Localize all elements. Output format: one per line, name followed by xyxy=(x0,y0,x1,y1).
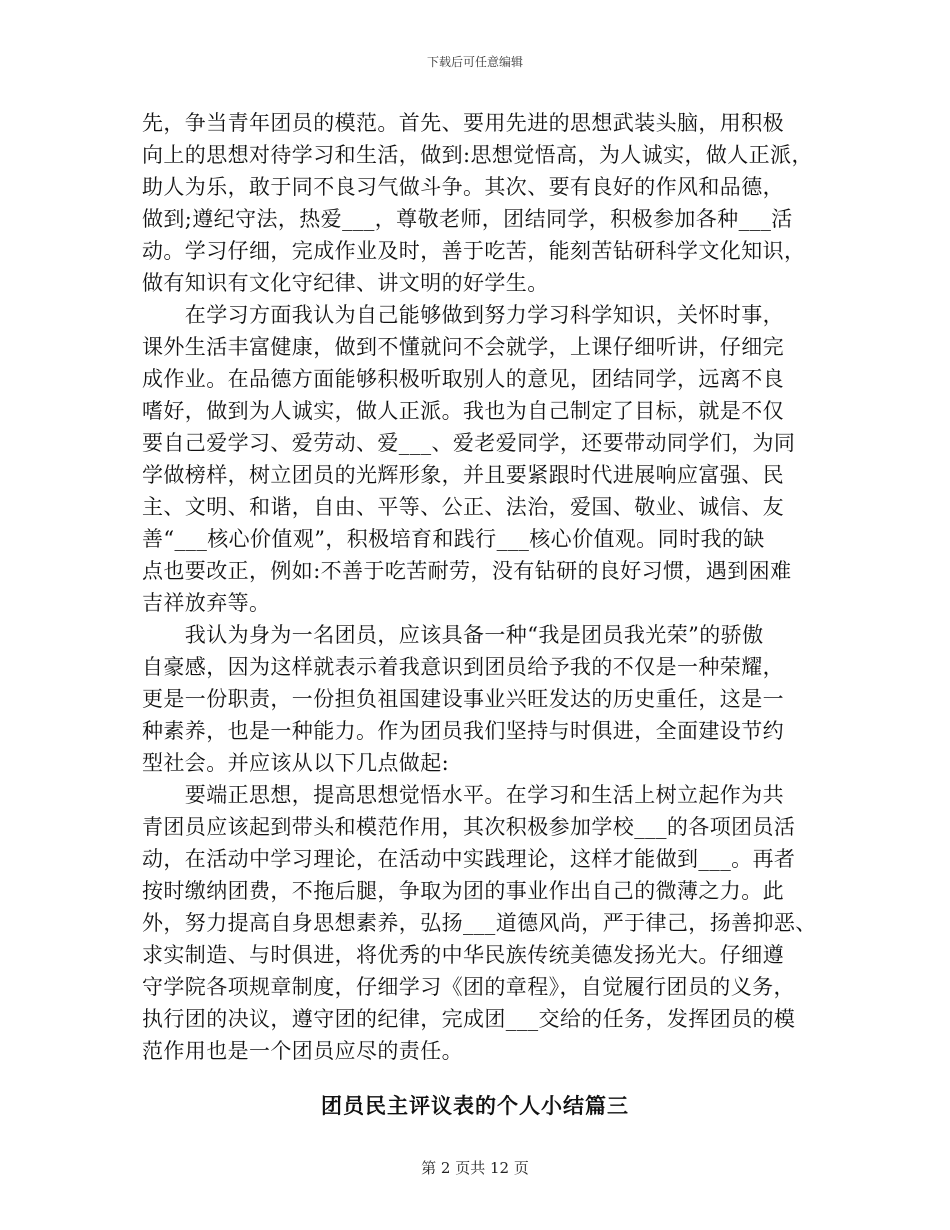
text-line: 求实制造、与时俱进，将优秀的中华民族传统美德发扬光大。仔细遵 xyxy=(142,943,784,967)
text-line: 动。学习仔细，完成作业及时，善于吃苦，能刻苦钻研科学文化知识， xyxy=(142,239,806,263)
text-line: 课外生活丰富健康，做到不懂就问不会就学，上课仔细听讲，仔细完 xyxy=(142,335,784,359)
text-line: 嗜好，做到为人诚实，做人正派。我也为自己制定了目标，就是不仅 xyxy=(142,399,784,423)
text-line: 向上的思想对待学习和生活，做到:思想觉悟高，为人诚实，做人正派， xyxy=(142,143,813,167)
page-number: 第 2 页共 12 页 xyxy=(421,1159,529,1177)
text-line: 青团员应该起到带头和模范作用，其次积极参加学校___的各项团员活 xyxy=(142,815,796,839)
text-line: 学做榜样，树立团员的光辉形象，并且要紧跟时代进展响应富强、民 xyxy=(142,463,784,487)
text-line: 助人为乐，敢于同不良习气做斗争。其次、要有良好的作风和品德， xyxy=(142,175,784,199)
text-line: 种素养，也是一种能力。作为团员我们坚持与时俱进，全面建设节约 xyxy=(142,719,784,743)
text-line: 守学院各项规章制度，仔细学习《团的章程》，自觉履行团员的义务， xyxy=(142,975,795,999)
text-line: 做到;遵纪守法，热爱___，尊敬老师，团结同学，积极参加各种___活 xyxy=(142,207,793,231)
text-line: 执行团的决议，遵守团的纪律，完成团___交给的任务，发挥团员的模 xyxy=(142,1007,796,1031)
text-line: 更是一份职责，一份担负祖国建设事业兴旺发达的历史重任，这是一 xyxy=(142,687,784,711)
text-line: 要端正思想，提高思想觉悟水平。在学习和生活上树立起作为共 xyxy=(142,783,784,807)
text-line: 主、文明、和谐，自由、平等、公正、法治，爱国、敬业、诚信、友 xyxy=(142,495,784,519)
text-line: 在学习方面我认为自己能够做到努力学习科学知识，关怀时事， xyxy=(142,303,784,327)
text-line: 吉祥放弃等。 xyxy=(142,591,271,615)
text-line: 善“___核心价值观”，积极培育和践行___核心价值观。同时我的缺 xyxy=(142,527,765,551)
text-line: 范作用也是一个团员应尽的责任。 xyxy=(142,1039,463,1063)
text-line: 自豪感，因为这样就表示着我意识到团员给予我的不仅是一种荣耀， xyxy=(142,655,784,679)
text-line: 成作业。在品德方面能够积极听取别人的意见，团结同学，远离不良 xyxy=(142,367,784,391)
text-line: 做有知识有文化守纪律、讲文明的好学生。 xyxy=(142,271,549,295)
text-line: 型社会。并应该从以下几点做起: xyxy=(142,751,450,775)
text-line: 要自己爱学习、爱劳动、爱___、爱老爱同学，还要带动同学们，为同 xyxy=(142,431,796,455)
text-line: 外，努力提高自身思想素养，弘扬___道德风尚，严于律己，扬善抑恶、 xyxy=(142,911,817,935)
body-text xyxy=(142,107,817,1067)
page-header-note: 下载后可任意编辑 xyxy=(426,55,523,69)
section-title: 团员民主评议表的个人小结篇三 xyxy=(321,1093,629,1118)
text-line: 按时缴纳团费，不拖后腿，争取为团的事业作出自己的微薄之力。此 xyxy=(142,879,784,903)
text-line: 动，在活动中学习理论，在活动中实践理论，这样才能做到___。再者 xyxy=(142,847,796,871)
text-line: 点也要改正，例如:不善于吃苦耐劳，没有钻研的良好习惯，遇到困难 xyxy=(142,559,792,583)
text-line: 我认为身为一名团员，应该具备一种“我是团员我光荣”的骄傲 xyxy=(142,623,764,647)
text-line: 先，争当青年团员的模范。首先、要用先进的思想武装头脑，用积极 xyxy=(142,111,784,135)
